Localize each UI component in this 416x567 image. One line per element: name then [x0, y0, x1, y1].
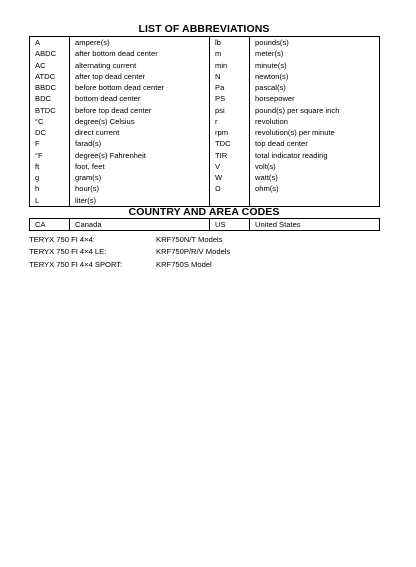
abbreviation-symbol: g: [30, 172, 70, 183]
abbreviation-definition: revolution(s) per minute: [255, 128, 335, 137]
abbreviation-symbol: lb: [210, 37, 250, 49]
abbreviation-row: [30, 183, 380, 194]
abbreviation-definition: [250, 195, 380, 207]
abbreviation-definition: ampere(s): [70, 37, 210, 49]
abbreviation-definition: before top dead center: [70, 105, 210, 116]
abbreviation-definition: pounds(s): [255, 38, 289, 47]
abbreviation-definition: before bottom dead center: [70, 82, 210, 93]
abbreviation-symbol: TIR: [210, 150, 250, 161]
abbreviation-definition: watt(s): [255, 173, 278, 182]
abbreviation-row: [30, 82, 380, 93]
abbreviation-row: [30, 60, 380, 71]
model-name: TERYX 750 FI 4×4:: [29, 235, 95, 244]
abbreviation-definition: ohm(s): [255, 184, 279, 194]
abbreviation-row: [30, 127, 380, 138]
abbreviation-definition: after bottom dead center: [70, 48, 210, 59]
abbreviation-definition: farad(s): [70, 138, 210, 149]
country-code: US: [210, 219, 250, 231]
abbreviation-definition: alternating current: [70, 60, 210, 71]
abbreviation-symbol: °F: [30, 150, 70, 161]
abbreviation-definition: after top dead center: [70, 71, 210, 82]
abbreviation-definition: liter(s): [70, 195, 210, 207]
model-name: TERYX 750 FI 4×4 SPORT:: [29, 259, 123, 269]
abbreviation-symbol: Pa: [210, 82, 250, 93]
abbreviation-row: [30, 150, 380, 161]
abbreviation-symbol: BTDC: [30, 105, 70, 116]
abbreviation-row: [30, 195, 380, 207]
abbreviation-row: [30, 105, 380, 116]
abbreviation-symbol: W: [210, 172, 250, 183]
abbreviation-row: [30, 37, 380, 49]
abbreviation-symbol: min: [210, 60, 250, 71]
abbreviation-symbol: Ω: [210, 183, 250, 194]
country-code: CA: [30, 219, 70, 231]
abbreviation-symbol: °C: [30, 116, 70, 127]
abbreviation-definition: degree(s) Celsius: [70, 116, 210, 127]
abbreviation-definition: volt(s): [255, 161, 276, 171]
abbreviation-row: [30, 161, 380, 172]
abbreviation-definition: meter(s): [255, 49, 284, 59]
abbreviation-row: [30, 48, 380, 59]
abbreviation-definition: gram(s): [70, 172, 210, 183]
model-name: TERYX 750 FI 4×4 LE:: [29, 247, 107, 257]
abbreviation-definition: pascal(s): [255, 83, 286, 92]
abbreviation-definition: direct current: [70, 127, 210, 138]
model-row: [29, 246, 379, 258]
abbreviation-definition: pound(s) per square inch: [255, 105, 340, 115]
abbreviation-symbol: ft: [30, 161, 70, 172]
abbreviation-definition: total indicator reading: [255, 150, 328, 160]
country-name: United States: [255, 220, 301, 229]
abbreviation-definition: hour(s): [70, 183, 210, 194]
abbreviation-row: [30, 138, 380, 149]
abbreviation-symbol: AC: [30, 60, 70, 71]
abbreviation-definition: bottom dead center: [70, 93, 210, 104]
abbreviations-title: LIST OF ABBREVIATIONS: [138, 23, 270, 35]
abbreviation-symbol: psi: [210, 105, 250, 116]
abbreviation-symbol: TDC: [210, 138, 250, 149]
country-codes-title: COUNTRY AND AREA CODES: [128, 206, 280, 218]
country-codes-table: [29, 218, 380, 231]
abbreviation-definition: horsepower: [255, 94, 295, 104]
abbreviations-table: [29, 36, 380, 207]
abbreviation-symbol: BBDC: [30, 82, 70, 93]
abbreviation-symbol: F: [30, 138, 70, 149]
abbreviation-symbol: BDC: [30, 93, 70, 104]
model-list: [29, 234, 379, 271]
abbreviation-symbol: N: [210, 71, 250, 82]
abbreviation-definition: revolution: [255, 116, 288, 126]
model-row: [29, 259, 379, 271]
abbreviation-row: [30, 93, 380, 104]
abbreviation-row: [30, 116, 380, 127]
abbreviation-symbol: DC: [30, 127, 70, 138]
model-code: KRF750P/R/V Models: [156, 247, 231, 257]
abbreviation-symbol: rpm: [210, 127, 250, 138]
abbreviation-symbol: [210, 195, 250, 207]
abbreviation-definition: newton(s): [255, 71, 289, 81]
abbreviation-row: [30, 172, 380, 183]
country-name: Canada: [70, 219, 210, 231]
abbreviation-symbol: ABDC: [30, 48, 70, 59]
abbreviation-definition: degree(s) Fahrenheit: [70, 150, 210, 161]
abbreviation-symbol: ATDC: [30, 71, 70, 82]
abbreviation-symbol: h: [30, 183, 70, 194]
abbreviation-symbol: m: [210, 48, 250, 59]
abbreviation-symbol: PS: [210, 93, 250, 104]
abbreviation-symbol: A: [30, 37, 70, 49]
abbreviation-row: [30, 71, 380, 82]
abbreviation-symbol: L: [30, 195, 70, 207]
abbreviation-symbol: V: [210, 161, 250, 172]
model-code: KRF750N/T Models: [156, 235, 223, 244]
model-row: [29, 234, 379, 246]
country-code-row: [30, 219, 380, 231]
model-code: KRF750S Model: [156, 259, 212, 269]
abbreviation-symbol: r: [210, 116, 250, 127]
abbreviation-definition: foot, feet: [70, 161, 210, 172]
abbreviation-definition: minute(s): [255, 60, 287, 70]
abbreviation-definition: top dead center: [255, 139, 308, 149]
